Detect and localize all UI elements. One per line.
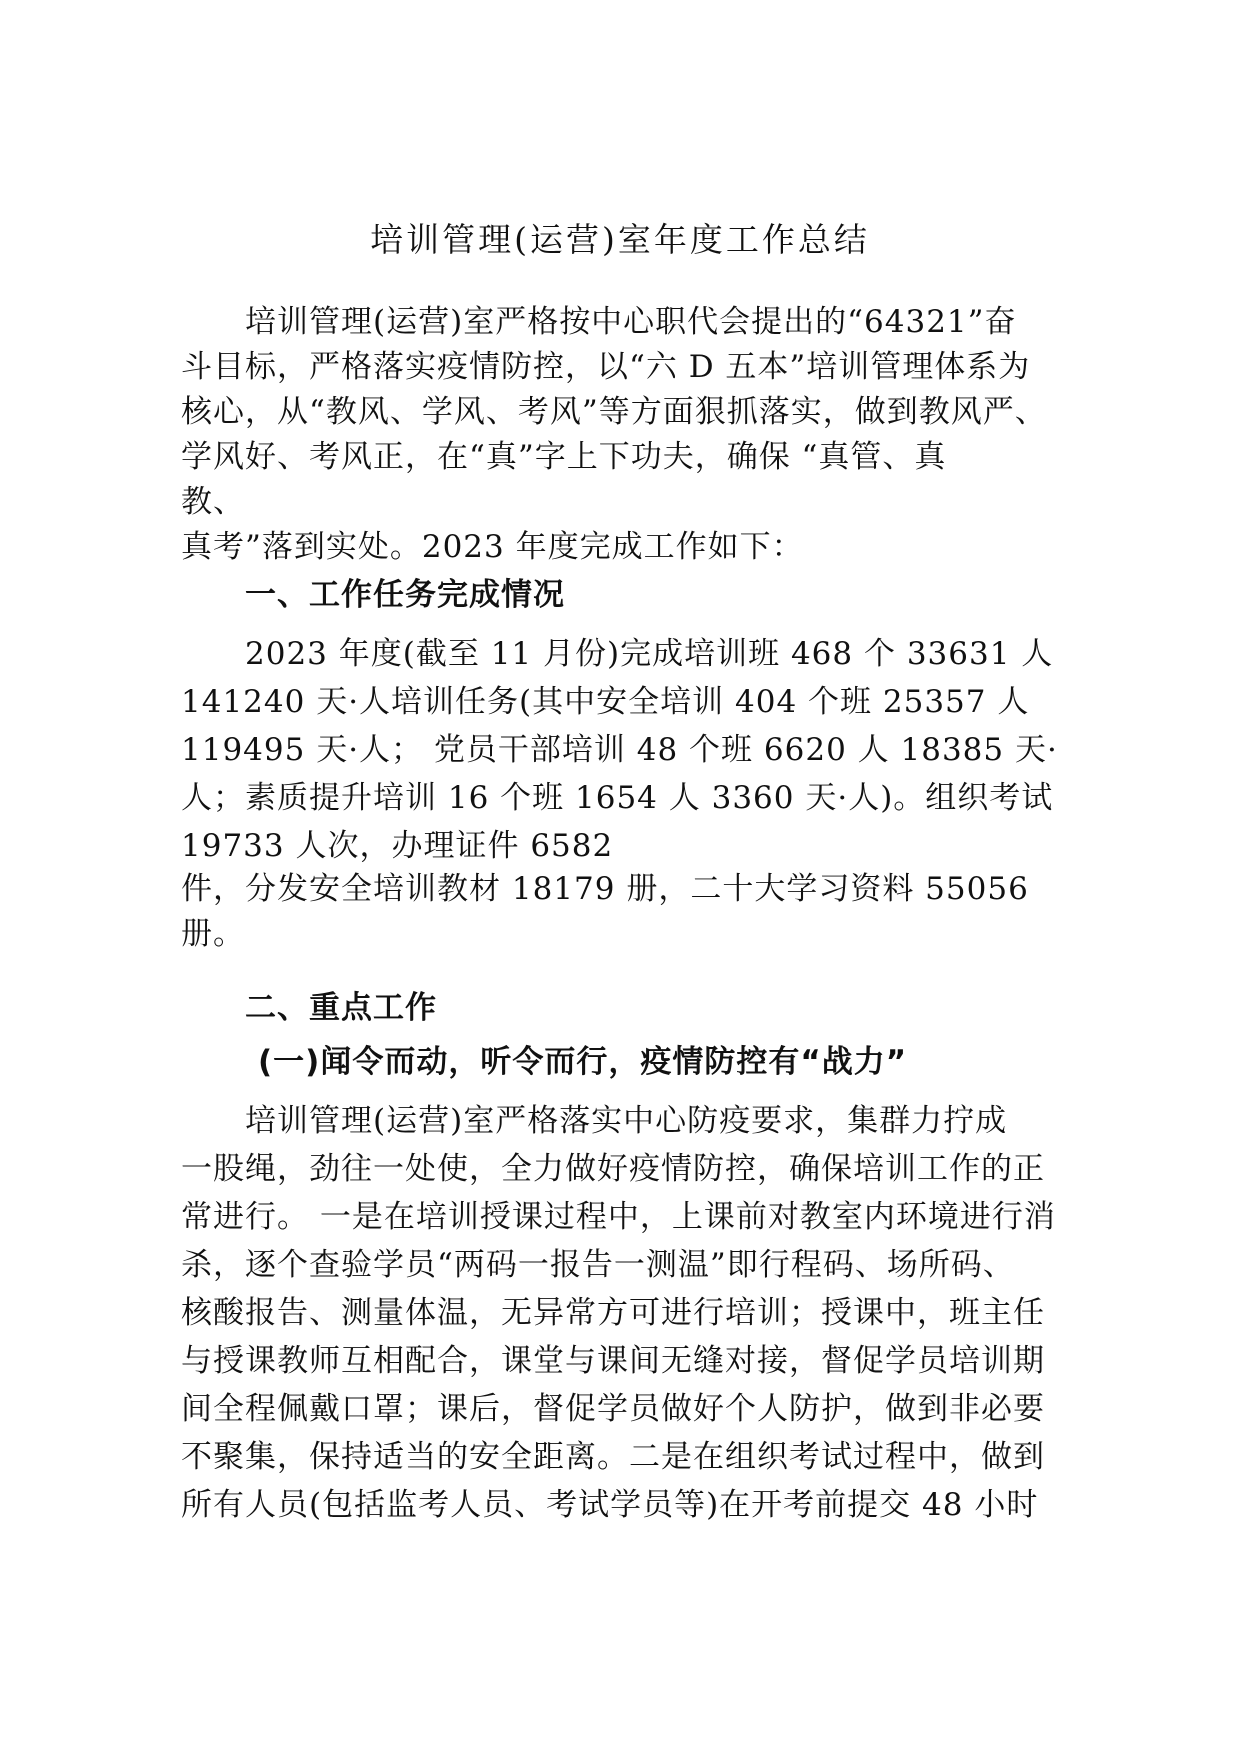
section1-line-3: 119495 天·人； 党员干部培训 48 个班 6620 人 18385 天· — [181, 732, 1058, 768]
subsection1-line-4: 杀，逐个查验学员“两码一报告一测温”即行程码、场所码、 — [181, 1247, 1015, 1283]
section2-heading: 二、重点工作 — [245, 990, 437, 1026]
subsection1-line-7: 间全程佩戴口罩；课后，督促学员做好个人防护，做到非必要 — [181, 1391, 1045, 1427]
section1-line-4: 人；素质提升培训 16 个班 1654 人 3360 天·人)。组织考试 — [181, 780, 1054, 816]
intro-line-4: 学风好、考风正，在“真”字上下功夫，确保 “真管、真 — [181, 439, 947, 475]
subsection1-line-5: 核酸报告、测量体温，无异常方可进行培训；授课中，班主任 — [181, 1295, 1045, 1331]
section1-line-7: 册。 — [181, 916, 245, 952]
subsection1-heading: (一)闻令而动，听令而行，疫情防控有“战力” — [258, 1044, 908, 1080]
subsection1-line-8: 不聚集，保持适当的安全距离。二是在组织考试过程中，做到 — [181, 1439, 1045, 1475]
section1-line-5: 19733 人次，办理证件 6582 — [181, 828, 614, 864]
subsection1-line-6: 与授课教师互相配合，课堂与课间无缝对接，督促学员培训期 — [181, 1343, 1045, 1379]
intro-line-6: 真考”落到实处。2023 年度完成工作如下： — [181, 529, 804, 565]
subsection1-line-3: 常进行。 一是在培训授课过程中，上课前对教室内环境进行消 — [181, 1199, 1056, 1235]
intro-line-3: 核心，从“教风、学风、考风”等方面狠抓落实，做到教风严、 — [181, 394, 1047, 430]
intro-line-1: 培训管理(运营)室严格按中心职代会提出的“64321”奋 — [245, 304, 1017, 340]
section1-line-1: 2023 年度(截至 11 月份)完成培训班 468 个 33631 人 — [245, 636, 1054, 672]
intro-line-5: 教、 — [181, 484, 245, 520]
subsection1-line-2: 一股绳，劲往一处使，全力做好疫情防控，确保培训工作的正 — [181, 1151, 1045, 1187]
subsection1-line-1: 培训管理(运营)室严格落实中心防疫要求，集群力拧成 — [245, 1103, 1008, 1139]
intro-line-2: 斗目标，严格落实疫情防控，以“六 D 五本”培训管理体系为 — [181, 349, 1031, 385]
page-title: 培训管理(运营)室年度工作总结 — [370, 220, 870, 259]
section1-line-2: 141240 天·人培训任务(其中安全培训 404 个班 25357 人 — [181, 684, 1030, 720]
section1-heading: 一、工作任务完成情况 — [245, 577, 565, 613]
section1-line-6: 件，分发安全培训教材 18179 册，二十大学习资料 55056 — [181, 871, 1029, 907]
subsection1-line-9: 所有人员(包括监考人员、考试学员等)在开考前提交 48 小时 — [181, 1487, 1039, 1523]
